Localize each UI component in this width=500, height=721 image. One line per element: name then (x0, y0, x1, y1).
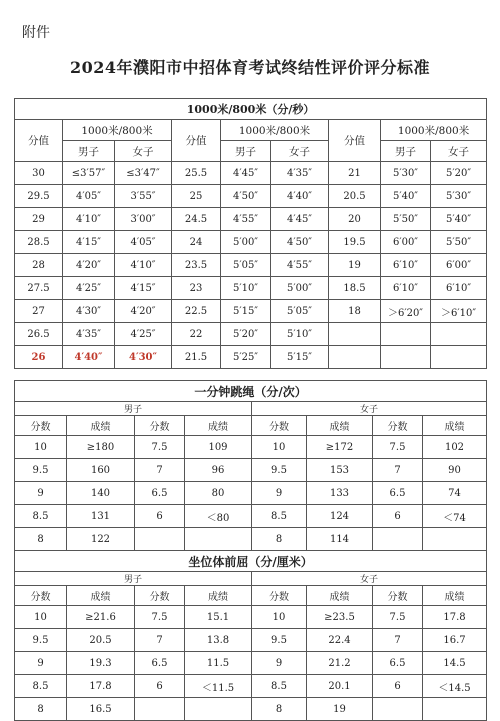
table-row (15, 675, 487, 698)
score-cell: 29 (15, 208, 63, 231)
score-cell: 7.5 (135, 606, 185, 629)
score-cell: 7 (373, 629, 423, 652)
female-result-cell: 4′35″ (271, 162, 329, 185)
score-cell: 23.5 (172, 254, 221, 277)
score-header: 分数 (15, 586, 67, 606)
male-result-cell: 4′45″ (221, 162, 271, 185)
result-cell: 13.8 (185, 629, 252, 652)
result-cell: 16.7 (423, 629, 487, 652)
score-cell (329, 346, 381, 369)
female-result-cell: ≤3′47″ (115, 162, 172, 185)
result-cell: 11.5 (185, 652, 252, 675)
male-result-cell: 5′50″ (381, 208, 431, 231)
score-header: 分值 (172, 120, 221, 162)
result-header: 成绩 (423, 416, 487, 436)
result-cell: 133 (307, 482, 373, 505)
sitreach-title-row (15, 551, 487, 572)
female-header: 女子 (115, 141, 172, 162)
male-result-cell: 4′20″ (63, 254, 115, 277)
score-cell: 9.5 (15, 629, 67, 652)
result-header: 成绩 (67, 586, 135, 606)
male-result-cell: 4′05″ (63, 185, 115, 208)
male-result-cell: 6′00″ (381, 231, 431, 254)
female-result-cell: 5′00″ (271, 277, 329, 300)
male-result-cell: 4′35″ (63, 323, 115, 346)
event-header: 1000米/800米 (381, 120, 487, 141)
score-cell: 19 (329, 254, 381, 277)
result-cell: 124 (307, 505, 373, 528)
score-cell: 25 (172, 185, 221, 208)
table-row (15, 346, 487, 369)
result-cell: ≥23.5 (307, 606, 373, 629)
run-table-title: 1000米/800米（分/秒） (15, 99, 487, 120)
table-row (15, 459, 487, 482)
score-cell: 7 (373, 459, 423, 482)
attachment-label: 附件 (22, 25, 50, 41)
male-result-cell: 5′20″ (221, 323, 271, 346)
score-header: 分数 (373, 586, 423, 606)
result-cell: 131 (67, 505, 135, 528)
result-header: 成绩 (423, 586, 487, 606)
female-result-cell: 4′45″ (271, 208, 329, 231)
result-cell: 90 (423, 459, 487, 482)
score-cell: 8.5 (252, 505, 307, 528)
result-cell: 122 (67, 528, 135, 551)
score-header: 分值 (15, 120, 63, 162)
score-header: 分数 (252, 416, 307, 436)
score-cell: 7.5 (373, 436, 423, 459)
female-result-cell: 4′30″ (115, 346, 172, 369)
table-row (15, 208, 487, 231)
female-result-cell: 3′55″ (115, 185, 172, 208)
result-header: 成绩 (67, 416, 135, 436)
female-result-cell: 5′50″ (431, 231, 487, 254)
female-result-cell: 5′30″ (431, 185, 487, 208)
male-header: 男子 (15, 572, 252, 586)
table-row (15, 436, 487, 459)
female-result-cell: 4′15″ (115, 277, 172, 300)
score-cell: 7 (135, 629, 185, 652)
result-header: 成绩 (307, 586, 373, 606)
result-cell: 160 (67, 459, 135, 482)
score-cell: 8 (252, 698, 307, 721)
score-cell: 27 (15, 300, 63, 323)
score-cell: 10 (15, 606, 67, 629)
female-result-cell: 3′00″ (115, 208, 172, 231)
page-title: 2024年濮阳市中招体育考试终结性评价评分标准 (69, 58, 431, 77)
male-result-cell: 5′10″ (221, 277, 271, 300)
score-cell: 21.5 (172, 346, 221, 369)
result-header: 成绩 (185, 586, 252, 606)
score-header: 分数 (373, 416, 423, 436)
score-cell: 20 (329, 208, 381, 231)
male-header: 男子 (63, 141, 115, 162)
score-cell: 7.5 (135, 436, 185, 459)
female-result-cell: 5′15″ (271, 346, 329, 369)
female-result-cell: 4′40″ (271, 185, 329, 208)
result-cell: ＜74 (423, 505, 487, 528)
male-result-cell (381, 346, 431, 369)
score-header: 分值 (329, 120, 381, 162)
result-cell: 15.1 (185, 606, 252, 629)
female-result-cell: ＞6′10″ (431, 300, 487, 323)
score-cell: 6 (135, 505, 185, 528)
score-cell: 24.5 (172, 208, 221, 231)
rope-title: 一分钟跳绳（分/次） (15, 381, 487, 402)
female-result-cell: 5′20″ (431, 162, 487, 185)
event-header: 1000米/800米 (221, 120, 329, 141)
result-cell: 80 (185, 482, 252, 505)
table-row (15, 505, 487, 528)
score-cell: 8 (252, 528, 307, 551)
result-cell (185, 528, 252, 551)
female-result-cell: 4′10″ (115, 254, 172, 277)
score-cell (329, 323, 381, 346)
result-cell: 17.8 (67, 675, 135, 698)
result-cell: 14.5 (423, 652, 487, 675)
score-cell: 9.5 (252, 459, 307, 482)
table-row (15, 606, 487, 629)
score-cell: 6.5 (135, 652, 185, 675)
score-cell: 9 (252, 482, 307, 505)
result-cell: 20.1 (307, 675, 373, 698)
table-row (15, 254, 487, 277)
score-cell: 10 (252, 436, 307, 459)
score-cell (373, 528, 423, 551)
table-row (15, 277, 487, 300)
score-cell: 22.5 (172, 300, 221, 323)
score-cell: 6.5 (373, 652, 423, 675)
score-cell: 20.5 (329, 185, 381, 208)
score-cell: 8.5 (15, 505, 67, 528)
female-result-cell (431, 323, 487, 346)
score-cell: 8.5 (252, 675, 307, 698)
score-cell: 6 (373, 675, 423, 698)
score-cell: 6 (373, 505, 423, 528)
score-cell: 6 (135, 675, 185, 698)
table-row (15, 323, 487, 346)
male-result-cell: 4′55″ (221, 208, 271, 231)
male-result-cell: 5′00″ (221, 231, 271, 254)
male-result-cell: 5′40″ (381, 185, 431, 208)
male-result-cell: 4′30″ (63, 300, 115, 323)
score-header: 分数 (15, 416, 67, 436)
result-cell: 16.5 (67, 698, 135, 721)
score-cell: 23 (172, 277, 221, 300)
sitreach-gender-row (15, 572, 487, 586)
score-cell: 29.5 (15, 185, 63, 208)
result-cell: ＜11.5 (185, 675, 252, 698)
result-cell: ＜80 (185, 505, 252, 528)
result-cell: 153 (307, 459, 373, 482)
result-cell: ≥180 (67, 436, 135, 459)
table-row (15, 482, 487, 505)
male-result-cell: ≤3′57″ (63, 162, 115, 185)
event-header: 1000米/800米 (63, 120, 172, 141)
score-header: 分数 (252, 586, 307, 606)
result-cell (423, 698, 487, 721)
male-result-cell: 4′15″ (63, 231, 115, 254)
male-result-cell: 4′25″ (63, 277, 115, 300)
run-score-table (14, 98, 487, 369)
result-cell: ≥21.6 (67, 606, 135, 629)
score-cell: 18.5 (329, 277, 381, 300)
score-header: 分数 (135, 586, 185, 606)
female-header: 女子 (252, 572, 487, 586)
score-cell: 28.5 (15, 231, 63, 254)
score-cell: 9 (252, 652, 307, 675)
table-row (15, 162, 487, 185)
female-result-cell: 5′10″ (271, 323, 329, 346)
result-cell: 114 (307, 528, 373, 551)
score-cell: 28 (15, 254, 63, 277)
score-cell: 8 (15, 528, 67, 551)
score-cell: 26.5 (15, 323, 63, 346)
score-cell: 8 (15, 698, 67, 721)
score-cell: 6.5 (135, 482, 185, 505)
male-result-cell (381, 323, 431, 346)
result-cell: 17.8 (423, 606, 487, 629)
female-result-cell: 4′50″ (271, 231, 329, 254)
score-cell: 30 (15, 162, 63, 185)
score-cell (135, 698, 185, 721)
female-result-cell: 6′10″ (431, 277, 487, 300)
score-cell: 6.5 (373, 482, 423, 505)
result-cell: 96 (185, 459, 252, 482)
male-result-cell: 6′10″ (381, 277, 431, 300)
rope-title-row (15, 381, 487, 402)
result-cell: 20.5 (67, 629, 135, 652)
male-result-cell: 4′50″ (221, 185, 271, 208)
result-header: 成绩 (307, 416, 373, 436)
result-cell (185, 698, 252, 721)
result-cell: ＜14.5 (423, 675, 487, 698)
male-result-cell: 5′05″ (221, 254, 271, 277)
score-cell (135, 528, 185, 551)
sitreach-column-header-row (15, 586, 487, 606)
male-result-cell: 5′30″ (381, 162, 431, 185)
female-result-cell: 4′20″ (115, 300, 172, 323)
score-cell: 26 (15, 346, 63, 369)
table-row (15, 528, 487, 551)
score-header: 分数 (135, 416, 185, 436)
table-row (15, 300, 487, 323)
score-cell: 22 (172, 323, 221, 346)
score-cell: 21 (329, 162, 381, 185)
male-result-cell: 4′40″ (63, 346, 115, 369)
score-cell: 18 (329, 300, 381, 323)
score-cell: 10 (15, 436, 67, 459)
male-result-cell: ＞6′20″ (381, 300, 431, 323)
score-cell: 9.5 (15, 459, 67, 482)
sitreach-title: 坐位体前屈（分/厘米） (15, 551, 487, 572)
score-cell: 25.5 (172, 162, 221, 185)
table-row (15, 629, 487, 652)
female-result-cell: 5′05″ (271, 300, 329, 323)
male-result-cell: 6′10″ (381, 254, 431, 277)
score-cell: 27.5 (15, 277, 63, 300)
result-header: 成绩 (185, 416, 252, 436)
score-cell: 9 (15, 482, 67, 505)
female-result-cell: 5′40″ (431, 208, 487, 231)
rope-gender-row (15, 402, 487, 416)
male-header: 男子 (381, 141, 431, 162)
table-row (15, 652, 487, 675)
result-cell: 74 (423, 482, 487, 505)
result-cell: 102 (423, 436, 487, 459)
score-cell (373, 698, 423, 721)
result-cell: 19.3 (67, 652, 135, 675)
rope-column-header-row (15, 416, 487, 436)
score-cell: 9.5 (252, 629, 307, 652)
result-cell: 19 (307, 698, 373, 721)
result-cell: 22.4 (307, 629, 373, 652)
male-result-cell: 4′10″ (63, 208, 115, 231)
table-row (15, 185, 487, 208)
male-result-cell: 5′25″ (221, 346, 271, 369)
table-row (15, 698, 487, 721)
result-cell: 140 (67, 482, 135, 505)
score-cell: 7 (135, 459, 185, 482)
result-cell (423, 528, 487, 551)
male-result-cell: 5′15″ (221, 300, 271, 323)
female-result-cell (431, 346, 487, 369)
female-header: 女子 (252, 402, 487, 416)
female-header: 女子 (431, 141, 487, 162)
female-result-cell: 6′00″ (431, 254, 487, 277)
female-result-cell: 4′05″ (115, 231, 172, 254)
result-cell: 109 (185, 436, 252, 459)
score-cell: 9 (15, 652, 67, 675)
score-cell: 10 (252, 606, 307, 629)
result-cell: 21.2 (307, 652, 373, 675)
rope-sitreach-table (14, 380, 487, 721)
score-cell: 7.5 (373, 606, 423, 629)
score-cell: 8.5 (15, 675, 67, 698)
score-cell: 24 (172, 231, 221, 254)
result-cell: ≥172 (307, 436, 373, 459)
female-result-cell: 4′25″ (115, 323, 172, 346)
male-header: 男子 (221, 141, 271, 162)
score-cell: 19.5 (329, 231, 381, 254)
table-row (15, 231, 487, 254)
male-header: 男子 (15, 402, 252, 416)
female-header: 女子 (271, 141, 329, 162)
female-result-cell: 4′55″ (271, 254, 329, 277)
